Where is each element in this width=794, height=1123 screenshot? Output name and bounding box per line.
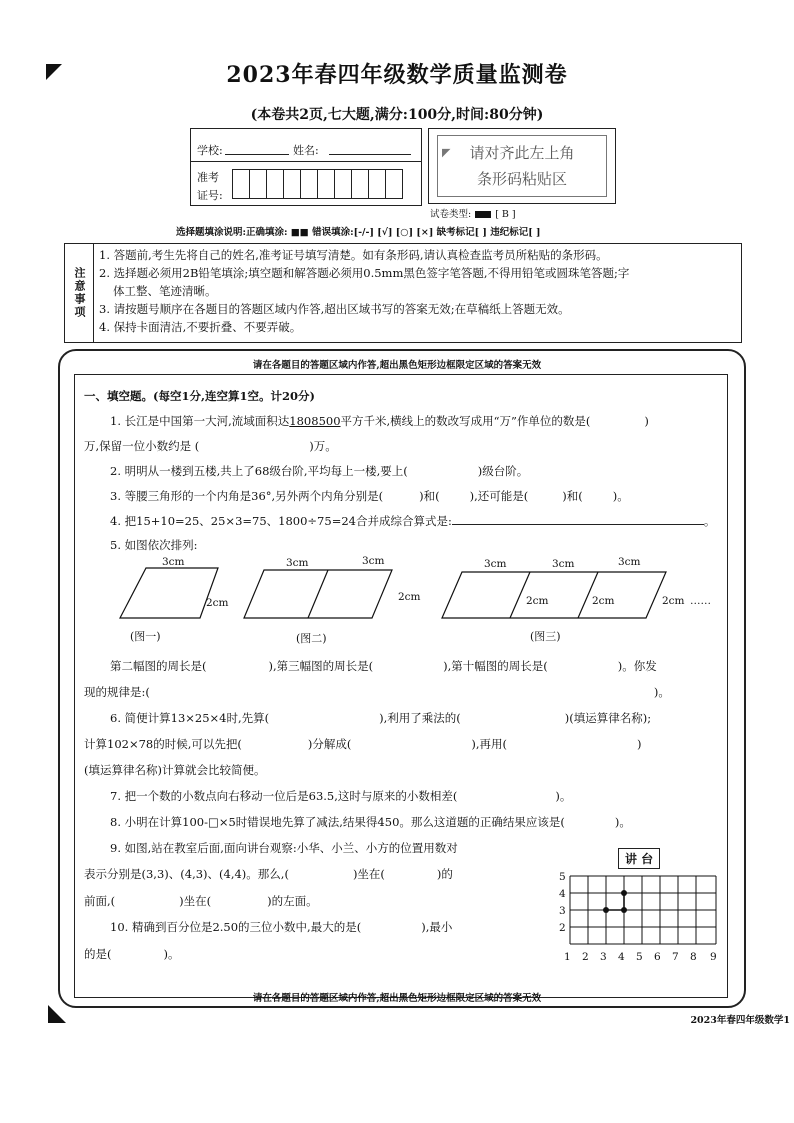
question-5-line2: 现的规律是:( )。	[84, 685, 670, 699]
note-item: 1. 答题前,考生先将自己的姓名,准考证号填写清楚。如有条形码,请认真检查监考员所粘贴的条形码。	[99, 248, 608, 262]
name-field[interactable]	[329, 154, 411, 155]
question-6-line2: 计算102×78的时候,可以先把( )分解成( ),再用( )	[84, 737, 642, 751]
fig3-top-label-1: 3cm	[484, 558, 507, 570]
grid-y-label: 2	[559, 922, 566, 934]
question-9-line3: 前面,( )坐在( )的左面。	[84, 894, 318, 908]
exam-no-boxes[interactable]	[233, 169, 403, 202]
podium-label: 讲 台	[618, 848, 660, 869]
page-footer: 2023年春四年级数学1	[690, 1015, 790, 1026]
grid-x-label: 6	[654, 951, 661, 963]
fig3-top-label-2: 3cm	[552, 558, 575, 570]
fig2-side-label: 2cm	[398, 591, 421, 603]
notes-box	[64, 243, 742, 343]
page-subtitle: (本卷共2页,七大题,满分:100分,时间:80分钟)	[250, 107, 544, 123]
barcode-instruction-1: 请对齐此左上角	[469, 144, 575, 162]
barcode-paste-zone	[437, 135, 607, 197]
grid-x-label: 8	[690, 951, 697, 963]
grid-y-label: 4	[559, 888, 566, 900]
fig2-top-label-1: 3cm	[286, 557, 309, 569]
note-item: 体工整、笔迹清晰。	[113, 284, 217, 298]
note-item: 2. 选择题必须用2B铅笔填涂;填空题和解答题必须用0.5mm黑色签字笔答题,不得用铅笔或圆珠笔答题;字	[99, 266, 630, 280]
fig2-top-label-2: 3cm	[362, 555, 385, 567]
section-heading: 一、填空题。(每空1分,连空算1空。计20分)	[84, 389, 315, 403]
question-8: 8. 小明在计算100-□×5时错误地先算了减法,结果得450。那么这道题的正确结果应该是( )。	[110, 815, 631, 829]
question-5: 5. 如图依次排列:	[110, 538, 198, 552]
exam-no-label: 准考 证号:	[197, 171, 223, 202]
grid-x-label: 4	[618, 951, 625, 963]
question-4: 4. 把15+10=25、25×3=75、1800÷75=24合并成综合算式是: 。	[110, 514, 716, 528]
question-10-line2: 的是( )。	[84, 947, 180, 961]
question-10-line1: 10. 精确到百分位是2.50的三位小数中,最大的是( ),最小	[110, 920, 453, 934]
question-6-line1: 6. 简便计算13×25×4时,先算( ),利用了乘法的( )(填运算律名称);	[110, 711, 652, 725]
parallelogram-figures	[100, 552, 720, 648]
figure-3-shape	[442, 572, 666, 618]
fig3-continuation: ……	[690, 595, 711, 607]
notes-label: 注意事项	[65, 244, 94, 342]
paper-type: 试卷类型: [ B ]	[430, 209, 516, 220]
seat-xiaohua	[603, 907, 609, 913]
question-3: 3. 等腰三角形的一个内角是36°,另外两个内角分别是( )和( ),还可能是( )和( )。	[110, 489, 629, 503]
underlined-number: 1808500	[289, 414, 341, 428]
question-2: 2. 明明从一楼到五楼,共上了68级台阶,平均每上一楼,要上( )级台阶。	[110, 464, 529, 478]
paper-type-a-mark	[475, 211, 491, 218]
note-item: 3. 请按题号顺序在各题目的答题区域内作答,超出区域书写的答案无效;在草稿纸上答题无效。	[99, 302, 570, 316]
seat-grid	[556, 868, 726, 964]
grid-x-label: 9	[710, 951, 717, 963]
question-6-line3: (填运算律名称)计算就会比较简便。	[84, 763, 266, 777]
grid-x-label: 1	[564, 951, 571, 963]
school-label: 学校:	[197, 144, 223, 157]
question-1-line2: 万,保留一位小数约是 ( )万。	[84, 439, 337, 453]
barcode-instruction-2: 条形码粘贴区	[476, 170, 567, 188]
grid-x-label: 3	[600, 951, 607, 963]
seat-xiaofang	[621, 890, 627, 896]
school-field[interactable]	[225, 154, 289, 155]
fig3-side-label-3: 2cm	[662, 595, 685, 607]
figure-2-caption: (图二)	[296, 632, 327, 645]
grid-x-label: 7	[672, 951, 679, 963]
grid-x-label: 2	[582, 951, 589, 963]
grid-x-label: 5	[636, 951, 643, 963]
note-item: 4. 保持卡面清洁,不要折叠、不要弄破。	[99, 320, 302, 334]
question-5-line1: 第二幅图的周长是( ),第三幅图的周长是( ),第十幅图的周长是( )。你发	[110, 659, 657, 673]
fig3-side-label-2: 2cm	[592, 595, 615, 607]
grid-y-label: 3	[559, 905, 566, 917]
seat-xiaolan	[621, 907, 627, 913]
fig1-top-label: 3cm	[162, 556, 185, 568]
fill-rules: 选择题填涂说明:正确填涂: ■■ 错误填涂:[-/-] [√] [○] [×] 缺考标记[ ] 违纪标记[ ]	[176, 227, 541, 238]
corner-mark-bottom-left	[48, 1005, 66, 1023]
name-label: 姓名:	[293, 144, 319, 157]
figure-3-caption: (图三)	[530, 630, 561, 643]
question-9-line1: 9. 如图,站在教室后面,面向讲台观察:小华、小兰、小方的位置用数对	[110, 841, 458, 855]
answer-band-top: 请在各题目的答题区域内作答,超出黑色矩形边框限定区域的答案无效	[252, 360, 542, 371]
question-9-line2: 表示分别是(3,3)、(4,3)、(4,4)。那么,( )坐在( )的	[84, 867, 453, 881]
q4-answer-line[interactable]	[452, 512, 704, 525]
barcode-area	[428, 128, 616, 204]
grid-y-label: 5	[559, 871, 566, 883]
figure-1-shape	[120, 568, 218, 618]
question-1-line1: 1. 长江是中国第一大河,流域面积达1808500平方千米,横线上的数改写成用“万”作单位的数是( )	[110, 414, 649, 428]
fig3-side-label-1: 2cm	[526, 595, 549, 607]
page-title: 2023年春四年级数学质量监测卷	[226, 62, 568, 88]
fig3-top-label-3: 3cm	[618, 556, 641, 568]
fig1-side-label: 2cm	[206, 597, 229, 609]
answer-band-bottom: 请在各题目的答题区域内作答,超出黑色矩形边框限定区域的答案无效	[252, 993, 542, 1004]
student-info-box	[190, 128, 422, 206]
corner-flag-icon: ◤	[442, 146, 451, 159]
question-7: 7. 把一个数的小数点向右移动一位后是63.5,这时与原来的小数相差( )。	[110, 789, 572, 803]
figure-1-caption: (图一)	[130, 630, 161, 643]
info-divider	[191, 161, 421, 162]
notes-list	[99, 246, 735, 336]
